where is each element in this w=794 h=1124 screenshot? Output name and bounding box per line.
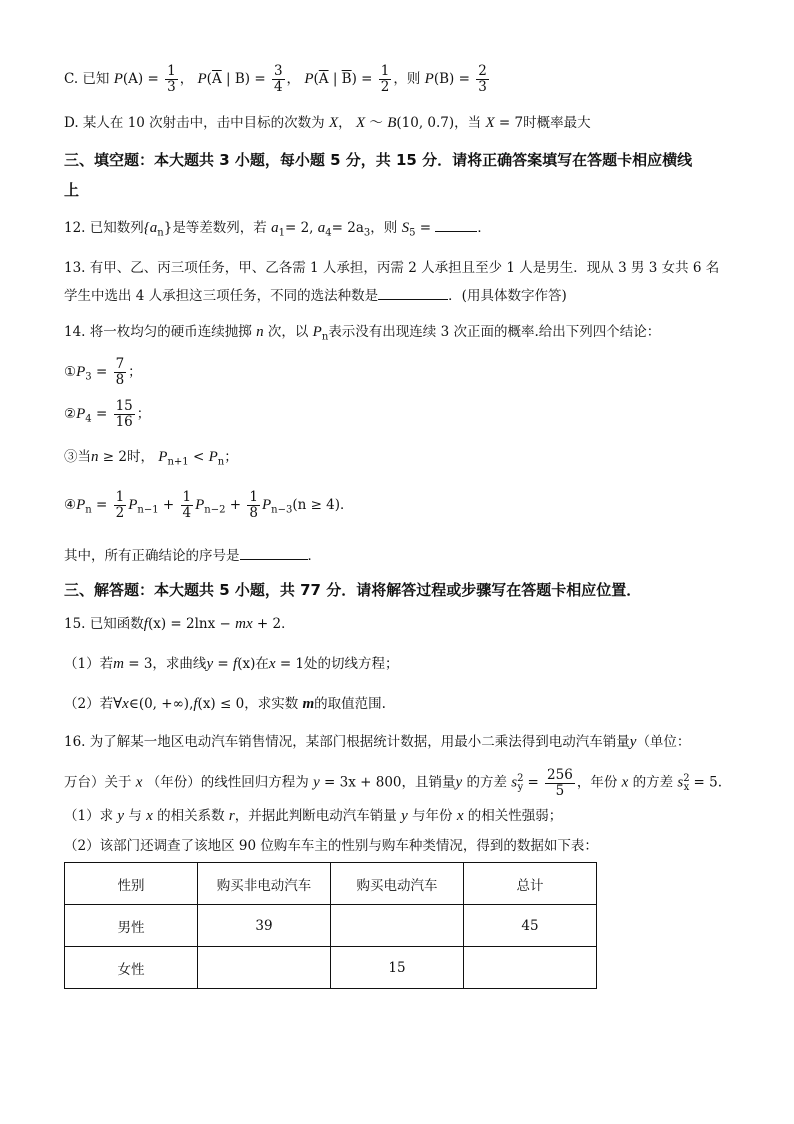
- answer-blank[interactable]: [240, 547, 308, 560]
- question-16-part-2: （2）该部门还调查了该地区 90 位购车车主的性别与购车种类情况，得到的数据如下表：: [64, 838, 598, 854]
- table-cell: [197, 947, 330, 989]
- table-cell: 45: [463, 905, 596, 947]
- question-13: 13. 有甲、乙、丙三项任务，甲、乙各需 1 人承担，丙需 2 人承担且至少 1 人是男生．现从 3 男 3 女共 6 名: [64, 260, 720, 276]
- table-cell: 男性: [65, 905, 198, 947]
- table-cell: 女性: [65, 947, 198, 989]
- statement-1: $①P_3$ = $\frac{7}{8}$ ；: [64, 356, 142, 388]
- question-14-ending: 其中，所有正确结论的序号是 ．: [64, 548, 321, 564]
- section-heading-solve: 三、解答题：本大题共 5 小题，共 77 分．请将解答过程或步骤写在答题卡相应位置．: [64, 581, 642, 599]
- section-heading-fill-cont: 上: [64, 181, 80, 199]
- table-header-cell: 总计: [463, 863, 596, 905]
- table-row: [65, 947, 597, 989]
- table-row: [65, 905, 597, 947]
- table-header-cell: 购买非电动汽车: [197, 863, 330, 905]
- question-16: 16. 为了解某一地区电动汽车销售情况，某部门根据统计数据，用最小二乘法得到电动汽车销量y（单位：: [64, 734, 691, 750]
- question-16-part-1: （1）求 y 与 x 的相关系数 r，并据此判断电动汽车销量 y 与年份 x 的相关性强弱；: [64, 808, 563, 824]
- question-14: 14. 将一枚均匀的硬币连续抛掷 n 次，以 $P_n$表示没有出现连续 3 次正面的概率.给出下列四个结论：: [64, 324, 661, 343]
- statement-4: $④P_n$ = $\frac{1}{2}$ $P_{n-1}$ + $\frac{1}{4}$ $P_{n-2}$ + $\frac{1}{8}$ $P_{n-3}(n \ge 4)$．: [64, 489, 354, 521]
- fraction: $\frac{3}{4}$: [273, 63, 283, 95]
- fraction: $\frac{1}{3}$: [167, 63, 176, 95]
- option-d: D. 某人在 10 次射击中，击中目标的次数为 X， X ～ B(10, 0.7)，当 X = 7时概率最大: [64, 115, 591, 131]
- question-16-cont: 万台）关于 x （年份）的线性回归方程为 y = 3x + 800，且销量y 的方差 $s^2_y$ = $\frac{256}{5}$ ，年份 x 的方差 $s^2_x = 5$.: [64, 766, 723, 799]
- table-cell: 39: [197, 905, 330, 947]
- option-c: C. 已知 P(A) = $\frac{1}{3}$ ， $P(\overline{A}$ | B) = $\frac{3}{4}$ ， $P(\overline{A}$ | $\overline{B}$) = $\frac{1}{2}$ ，则 P(B) = $\frac{2}{3}$: [64, 63, 487, 95]
- question-13-cont: 学生中选出 4 人承担这三项任务，不同的选法种数是 ．(用具体数字作答): [64, 288, 567, 304]
- table-cell: [330, 905, 463, 947]
- table-cell: 15: [330, 947, 463, 989]
- question-12: 12. 已知数列$\{a_n\}$是等差数列，若 $a_1= 2$, $a_4= 2a_3$，则 $S_5$ = ．: [64, 220, 491, 239]
- table-header-cell: 性别: [65, 863, 198, 905]
- fraction: $\frac{2}{3}$: [478, 63, 487, 95]
- answer-blank[interactable]: [378, 287, 448, 300]
- table-header-cell: 购买电动汽车: [330, 863, 463, 905]
- table-header-row: [65, 863, 597, 905]
- table-cell: [463, 947, 596, 989]
- question-15-part-2: （2）若∀x∈(0, +∞),f(x) ≤ 0，求实数 m的取值范围.: [64, 696, 386, 712]
- fraction: $\frac{1}{2}$: [380, 63, 390, 95]
- statement-3: ③当n ≥ 2时， $P_{n+1} < P_n$；: [64, 449, 238, 468]
- question-15: 15. 已知函数f(x) = 2lnx − mx + 2．: [64, 616, 295, 632]
- question-15-part-1: （1）若m = 3，求曲线y = f(x)在x = 1处的切线方程；: [64, 656, 399, 672]
- survey-table: [64, 862, 597, 989]
- section-heading-fill: 三、填空题：本大题共 3 小题，每小题 5 分，共 15 分．请将正确答案填写在答题卡相应横线: [64, 151, 693, 169]
- statement-2: $②P_4$ = $\frac{15}{16}$ ；: [64, 398, 151, 430]
- answer-blank[interactable]: [435, 219, 477, 232]
